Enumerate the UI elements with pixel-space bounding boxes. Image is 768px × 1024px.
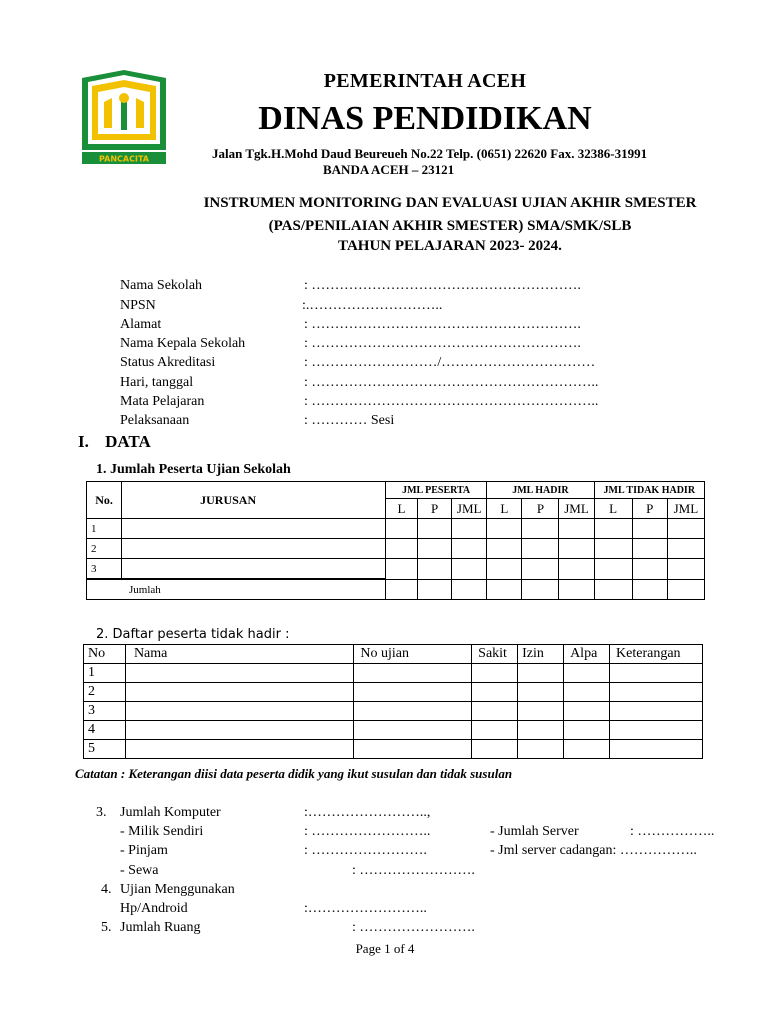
office-city: BANDA ACEH – 23121	[323, 162, 455, 177]
table-cell[interactable]	[354, 740, 472, 759]
group-jml-hadir: JML HADIR	[487, 482, 594, 499]
table-cell[interactable]	[667, 559, 704, 580]
group-jml-tidak-hadir: JML TIDAK HADIR	[594, 482, 704, 499]
sub-header: P	[632, 499, 667, 519]
section-heading	[78, 432, 151, 452]
table-cell[interactable]	[354, 683, 472, 702]
room-count-value[interactable]: : …………………….	[352, 920, 475, 935]
office-address: Jalan Tgk.H.Mohd Daud Beureueh No.22 Telp. (0651) 22620 Fax. 32386-31991	[212, 146, 648, 161]
table-cell[interactable]	[385, 539, 417, 559]
table-cell[interactable]	[594, 579, 632, 600]
table-cell[interactable]	[125, 721, 353, 740]
table-cell[interactable]	[610, 740, 703, 759]
sub-header: P	[522, 499, 559, 519]
table-cell[interactable]	[418, 559, 452, 580]
server-count-value[interactable]: : ……………..	[630, 824, 715, 839]
identity-value[interactable]: : ……………………………………………………..	[304, 375, 599, 390]
server-count-label: - Jumlah Server	[490, 824, 579, 839]
table-cell[interactable]	[122, 519, 386, 539]
table-cell[interactable]	[385, 559, 417, 580]
sub-header: JML	[452, 499, 487, 519]
table-cell[interactable]	[418, 579, 452, 600]
note-text: Catatan : Keterangan diisi data peserta didik yang ikut susulan dan tidak susulan	[75, 766, 513, 781]
participants-table	[86, 481, 705, 600]
identity-label: Mata Pelajaran	[120, 394, 205, 409]
table-cell[interactable]	[122, 539, 386, 559]
rented-computer-label: - Sewa	[120, 863, 159, 878]
table-cell[interactable]	[472, 721, 518, 740]
table-cell[interactable]	[667, 579, 704, 600]
government-name: PEMERINTAH ACEH	[323, 70, 527, 92]
table-cell[interactable]	[559, 519, 594, 539]
identity-value[interactable]: : ………………………………………………….	[304, 317, 581, 332]
section-title: DATA	[105, 432, 151, 451]
identity-value[interactable]: : ………………………………………………….	[304, 336, 581, 351]
table-cell[interactable]	[418, 519, 452, 539]
table-cell[interactable]	[667, 539, 704, 559]
table-cell[interactable]	[559, 559, 594, 580]
table-cell[interactable]	[564, 683, 610, 702]
col-header: Izin	[518, 645, 564, 664]
table-cell[interactable]	[632, 519, 667, 539]
table-cell[interactable]	[472, 683, 518, 702]
table-row	[87, 559, 705, 580]
total-label: Jumlah	[87, 579, 386, 600]
own-computer-value[interactable]: : ……………………..	[304, 824, 431, 839]
table-cell[interactable]	[452, 579, 487, 600]
identity-value[interactable]: : ………………………/……………………………	[304, 355, 596, 370]
identity-label: Alamat	[120, 317, 162, 332]
table-cell[interactable]	[594, 539, 632, 559]
identity-label: Hari, tanggal	[120, 375, 194, 390]
table-cell[interactable]	[125, 740, 353, 759]
table-cell[interactable]	[610, 721, 703, 740]
table-cell[interactable]	[632, 559, 667, 580]
identity-label: Nama Sekolah	[120, 278, 203, 293]
table-cell[interactable]	[564, 702, 610, 721]
exam-device-label: Ujian Menggunakan	[120, 882, 235, 897]
computer-count-value[interactable]: :……………………..,	[304, 805, 431, 820]
col-header: Nama	[125, 645, 353, 664]
table-cell[interactable]	[559, 579, 594, 600]
group-jml-peserta: JML PESERTA	[385, 482, 486, 499]
col-header: Sakit	[472, 645, 518, 664]
table-cell[interactable]	[518, 721, 564, 740]
identity-value[interactable]: : ……………………………………………………..	[304, 394, 599, 409]
table-cell[interactable]	[354, 664, 472, 683]
table-cell[interactable]	[594, 559, 632, 580]
table-cell[interactable]	[125, 664, 353, 683]
table-cell[interactable]	[472, 702, 518, 721]
table-cell[interactable]	[632, 579, 667, 600]
row-number: 2	[84, 683, 126, 702]
table-cell[interactable]	[564, 740, 610, 759]
sub-header: JML	[667, 499, 704, 519]
table-cell[interactable]	[487, 559, 522, 580]
table-row	[84, 702, 703, 721]
table-cell[interactable]	[564, 664, 610, 683]
table-cell[interactable]	[487, 519, 522, 539]
borrowed-computer-label: - Pinjam	[120, 843, 168, 858]
table-cell[interactable]	[452, 539, 487, 559]
table-cell[interactable]	[522, 539, 559, 559]
table-cell[interactable]	[610, 702, 703, 721]
room-count-label: Jumlah Ruang	[120, 920, 201, 935]
section-number: I.	[78, 432, 89, 451]
table-row	[87, 519, 705, 539]
table-cell[interactable]	[354, 702, 472, 721]
table-cell[interactable]	[564, 721, 610, 740]
table-row	[84, 740, 703, 759]
col-jurusan-header: JURUSAN	[122, 482, 386, 519]
row-number: 1	[87, 519, 122, 539]
table-cell[interactable]	[125, 702, 353, 721]
item-number: 4.	[101, 882, 112, 897]
table-row	[84, 721, 703, 740]
table-cell[interactable]	[518, 702, 564, 721]
table-cell[interactable]	[522, 559, 559, 580]
col-header: No ujian	[354, 645, 472, 664]
table-cell[interactable]	[518, 664, 564, 683]
table-cell[interactable]	[610, 664, 703, 683]
own-computer-label: - Milik Sendiri	[120, 824, 204, 839]
logo-text: PANCACITA	[99, 154, 149, 164]
exam-device-label-2: Hp/Android	[120, 901, 188, 916]
total-row	[87, 579, 705, 600]
table-cell[interactable]	[472, 664, 518, 683]
identity-label: NPSN	[120, 298, 156, 313]
identity-value[interactable]: : ………… Sesi	[304, 413, 395, 428]
row-number: 1	[84, 664, 126, 683]
table-cell[interactable]	[632, 539, 667, 559]
identity-value[interactable]: :.………………………..	[302, 298, 443, 313]
identity-label: Nama Kepala Sekolah	[120, 336, 246, 351]
computer-count-label: Jumlah Komputer	[120, 805, 221, 820]
table-cell[interactable]	[610, 683, 703, 702]
table-row	[87, 539, 705, 559]
item-number: 5.	[101, 920, 112, 935]
sub-header: JML	[559, 499, 594, 519]
absent-table	[83, 644, 703, 759]
table-cell[interactable]	[667, 519, 704, 539]
table-cell[interactable]	[385, 519, 417, 539]
table-cell[interactable]	[487, 539, 522, 559]
table-cell[interactable]	[122, 559, 386, 580]
sub-header: L	[385, 499, 417, 519]
sub-header: L	[594, 499, 632, 519]
table-cell[interactable]	[522, 519, 559, 539]
borrowed-computer-value[interactable]: : …………………….	[304, 843, 427, 858]
table-cell[interactable]	[559, 539, 594, 559]
rented-computer-value[interactable]: : …………………….	[352, 863, 475, 878]
backup-server-field[interactable]: - Jml server cadangan: ……………..	[490, 843, 697, 858]
col-header: Alpa	[564, 645, 610, 664]
aceh-emblem-logo	[78, 68, 170, 166]
identity-label: Pelaksanaan	[120, 413, 190, 428]
row-number: 3	[87, 559, 122, 580]
table-row	[84, 683, 703, 702]
table-cell[interactable]	[354, 721, 472, 740]
page-number: Page 1 of 4	[355, 941, 415, 956]
table-cell[interactable]	[518, 740, 564, 759]
doc-title-line3: TAHUN PELAJARAN 2023- 2024.	[338, 238, 562, 254]
exam-device-value[interactable]: :……………………..	[304, 901, 427, 916]
item-number: 3.	[96, 805, 107, 820]
table2-title: 2. Daftar peserta tidak hadir :	[96, 627, 290, 642]
table-cell[interactable]	[125, 683, 353, 702]
department-name: DINAS PENDIDIKAN	[258, 100, 592, 137]
sub-header: P	[418, 499, 452, 519]
row-number: 3	[84, 702, 126, 721]
row-number: 4	[84, 721, 126, 740]
doc-title-line2: (PAS/PENILAIAN AKHIR SMESTER) SMA/SMK/SLB	[268, 218, 632, 234]
col-no-header: No.	[87, 482, 122, 519]
col-header: Keterangan	[610, 645, 703, 664]
table-cell[interactable]	[522, 579, 559, 600]
table-cell[interactable]	[594, 519, 632, 539]
col-header: No	[84, 645, 126, 664]
sub-header: L	[487, 499, 522, 519]
table-cell[interactable]	[385, 579, 417, 600]
identity-value[interactable]: : ………………………………………………….	[304, 278, 581, 293]
row-number: 2	[87, 539, 122, 559]
table-cell[interactable]	[452, 559, 487, 580]
doc-title-line1: INSTRUMEN MONITORING DAN EVALUASI UJIAN AKHIR SMESTER	[203, 195, 697, 211]
table-cell[interactable]	[418, 539, 452, 559]
identity-label: Status Akreditasi	[120, 355, 216, 370]
table-cell[interactable]	[452, 519, 487, 539]
table-row	[84, 664, 703, 683]
table1-title: 1. Jumlah Peserta Ujian Sekolah	[96, 462, 291, 477]
row-number: 5	[84, 740, 126, 759]
table-cell[interactable]	[487, 579, 522, 600]
table-cell[interactable]	[518, 683, 564, 702]
table-cell[interactable]	[472, 740, 518, 759]
